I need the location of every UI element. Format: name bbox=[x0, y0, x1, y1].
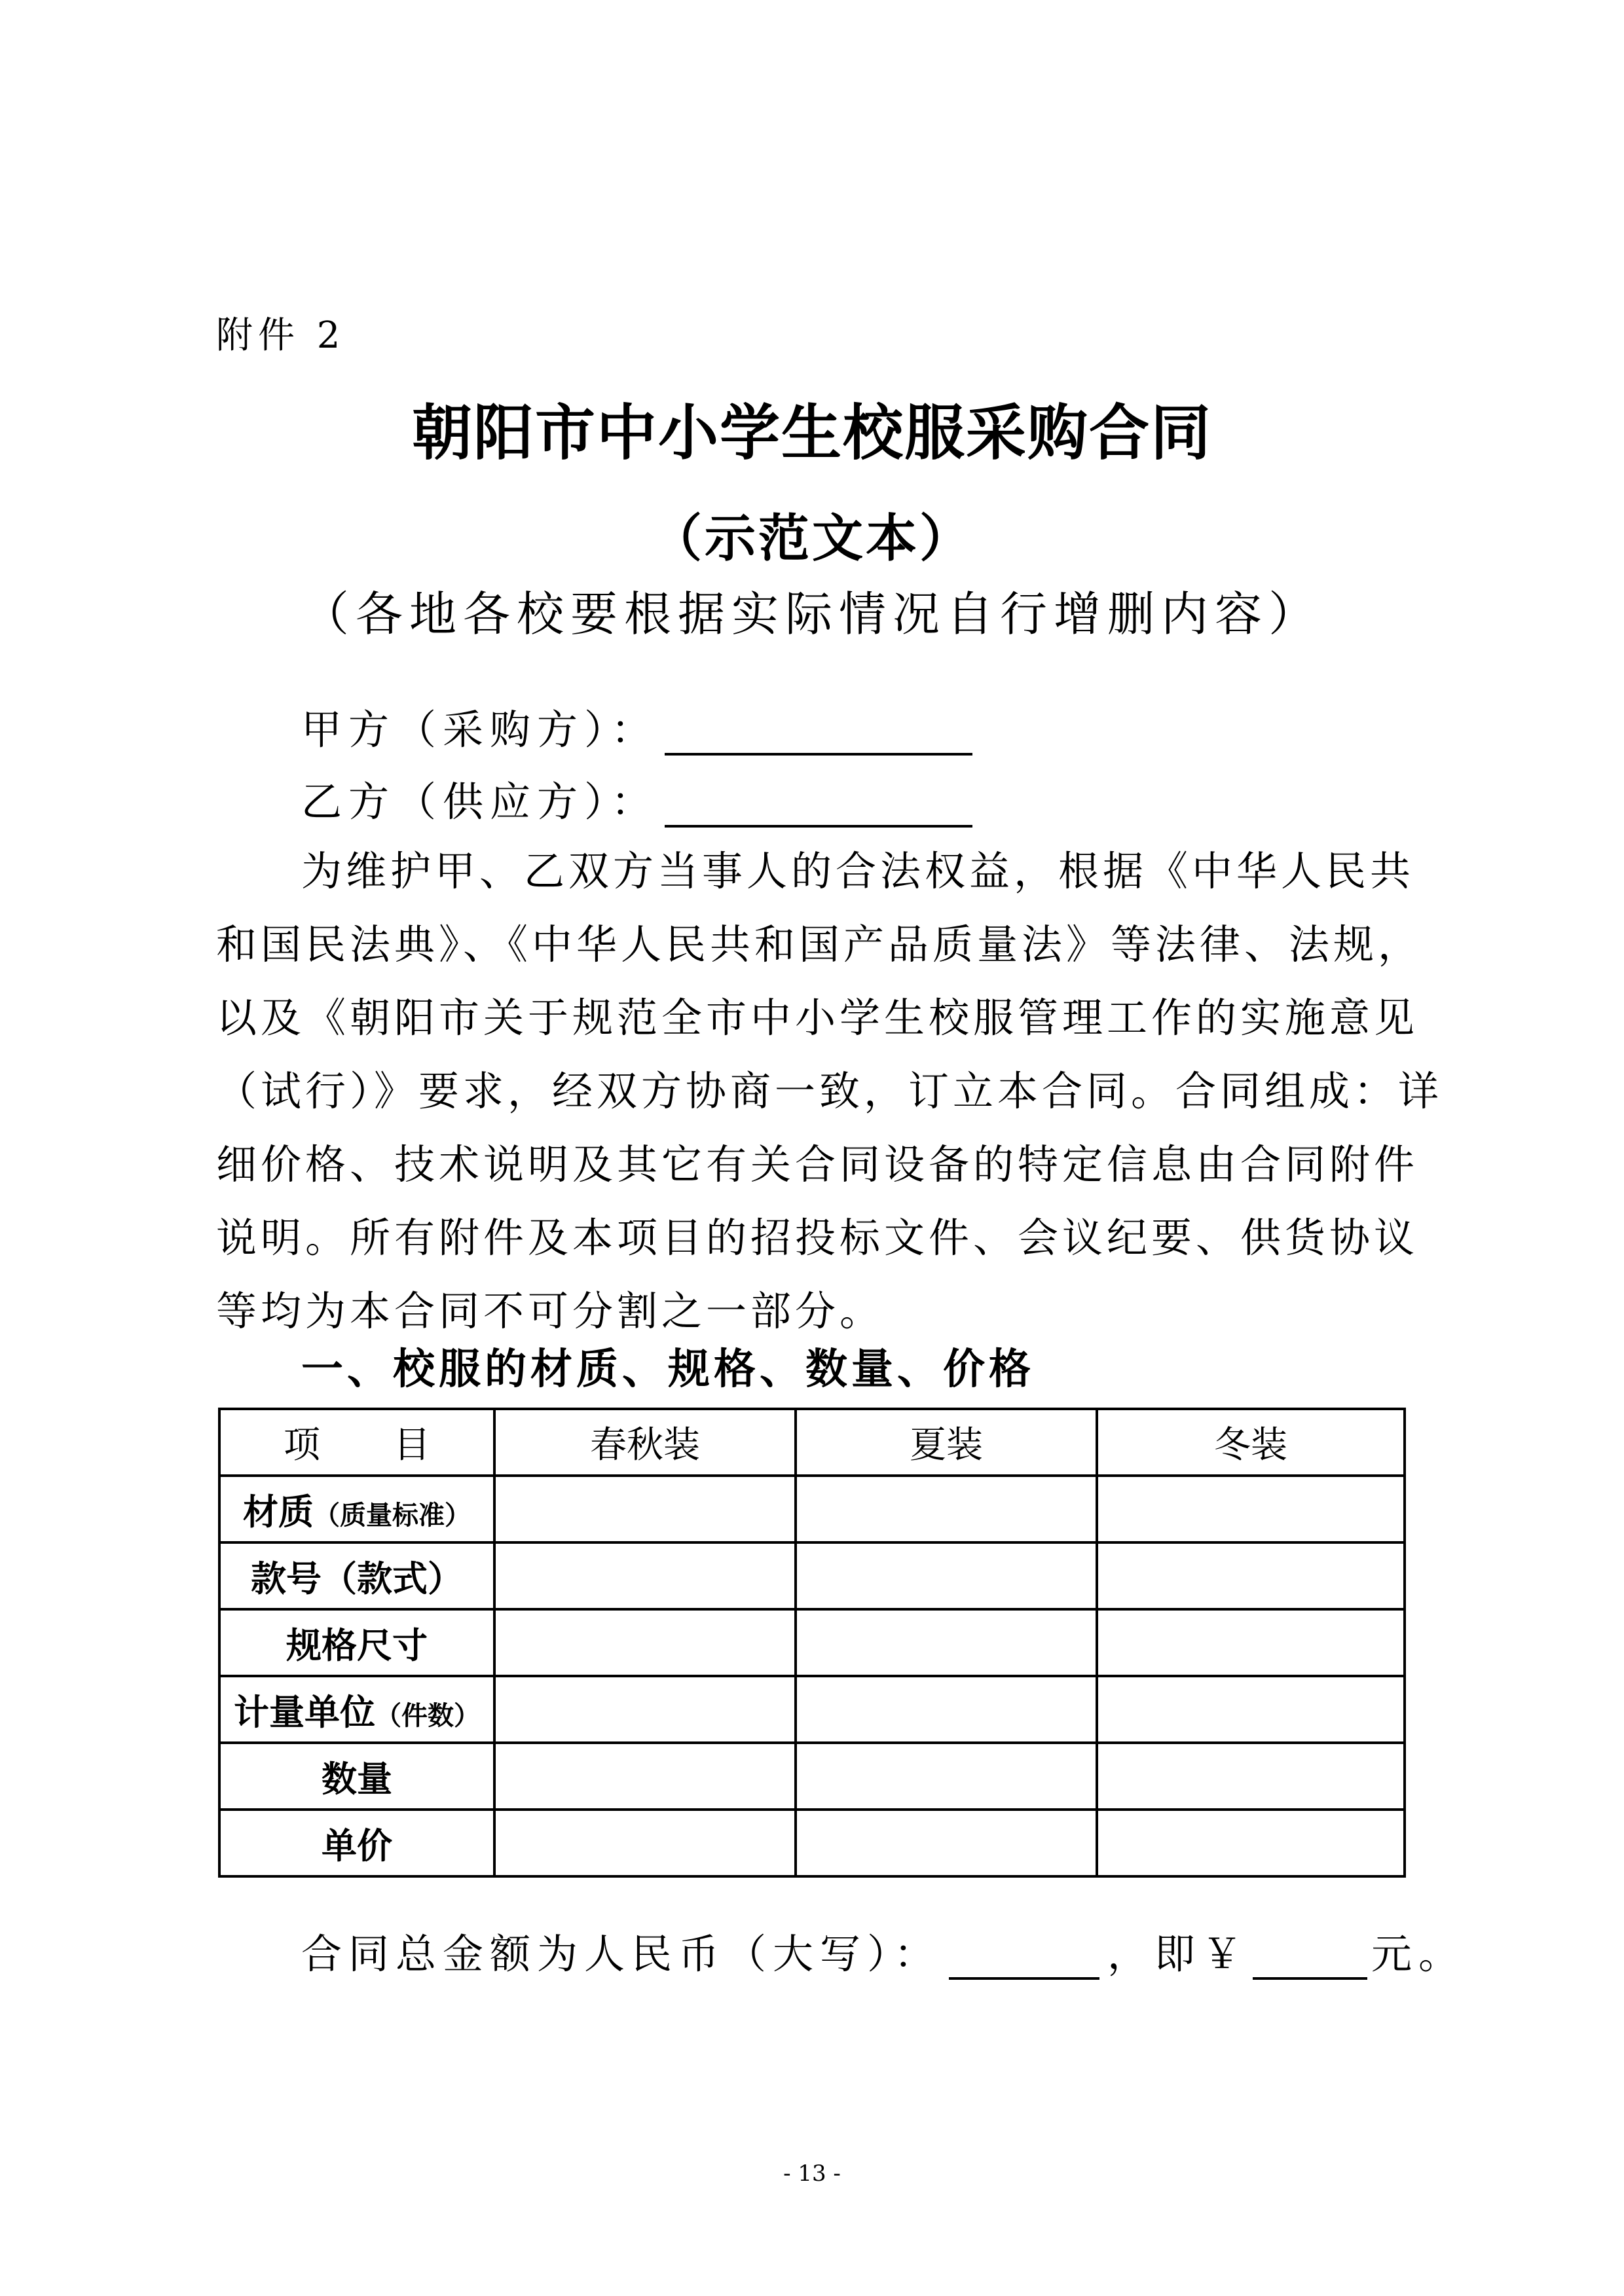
attachment-label: 附件 2 bbox=[216, 314, 346, 357]
table-cell bbox=[796, 1810, 1097, 1876]
table-cell bbox=[796, 1476, 1097, 1542]
table-row bbox=[219, 1743, 1405, 1810]
header-cell-summer: 夏装 bbox=[796, 1409, 1097, 1476]
table-cell bbox=[1097, 1476, 1405, 1542]
document-subtitle: （示范文本） bbox=[650, 509, 973, 568]
party-a-line bbox=[301, 697, 972, 756]
table-cell bbox=[1097, 1743, 1405, 1810]
party-b-blank bbox=[665, 784, 972, 828]
row-label: 材质 bbox=[243, 1491, 314, 1533]
table-row bbox=[219, 1676, 1405, 1743]
page-number: - 13 - bbox=[783, 2160, 841, 2187]
amount-number-blank bbox=[1253, 1938, 1367, 1980]
row-label-note: （质量标准） bbox=[314, 1500, 471, 1531]
party-a-label: 甲方（采购方）： bbox=[301, 706, 659, 754]
row-label: 规格尺寸 bbox=[286, 1624, 428, 1666]
specification-table bbox=[218, 1408, 1406, 1878]
table-cell bbox=[494, 1542, 796, 1609]
party-a-blank bbox=[665, 712, 972, 756]
row-header-size bbox=[219, 1609, 494, 1676]
table-cell bbox=[494, 1743, 796, 1810]
table-cell bbox=[1097, 1810, 1405, 1876]
row-header-style-number bbox=[219, 1542, 494, 1609]
row-label: 单价 bbox=[322, 1825, 392, 1867]
row-header-unit-price bbox=[219, 1810, 494, 1876]
row-header-unit bbox=[219, 1676, 494, 1743]
row-label: 款号（款式） bbox=[251, 1558, 463, 1599]
table-cell bbox=[494, 1476, 796, 1542]
row-header-quantity bbox=[219, 1743, 494, 1810]
table-row bbox=[219, 1476, 1405, 1542]
table-header-row bbox=[219, 1409, 1405, 1476]
table-cell bbox=[796, 1743, 1097, 1810]
amount-suffix: 元。 bbox=[1371, 1930, 1466, 1978]
document-title: 朝阳市中小学生校服采购合同 bbox=[411, 397, 1212, 468]
intro-paragraph: 为维护甲、乙双方当事人的合法权益，根据《中华人民共和国民法典》、《中华人民共和国产品质量法》等法律、法规，以及《朝阳市关于规范全市中小学生校服管理工作的实施意见（试行）》要求，经双方协商一致，订立本合同。合同组成：详细价格、技术说明及其它有关合同设备的特定信息由合同附件说明。所有附件及本项目的招投标文件、会议纪要、供货协议等均为本合同不可分割之一部分。 bbox=[216, 847, 1443, 1335]
table-cell bbox=[494, 1609, 796, 1676]
row-label: 数量 bbox=[322, 1758, 392, 1800]
table-cell bbox=[494, 1676, 796, 1743]
table-cell bbox=[796, 1542, 1097, 1609]
table-cell bbox=[1097, 1609, 1405, 1676]
header-cell-winter: 冬装 bbox=[1097, 1409, 1405, 1476]
amount-middle: ，即￥ bbox=[1107, 1930, 1249, 1978]
total-amount-line bbox=[301, 1922, 1466, 1980]
table-row bbox=[219, 1609, 1405, 1676]
header-cell-item: 项 目 bbox=[219, 1409, 494, 1476]
header-cell-spring-autumn: 春秋装 bbox=[494, 1409, 796, 1476]
row-label: 计量单位 bbox=[234, 1691, 375, 1733]
table-row bbox=[219, 1542, 1405, 1609]
section-heading: 一、校服的材质、规格、数量、价格 bbox=[301, 1345, 1035, 1394]
row-header-material bbox=[219, 1476, 494, 1542]
party-b-line bbox=[301, 769, 972, 828]
amount-words-blank bbox=[949, 1938, 1099, 1980]
table-row bbox=[219, 1810, 1405, 1876]
party-b-label: 乙方（供应方）： bbox=[301, 778, 659, 826]
table-cell bbox=[796, 1676, 1097, 1743]
table-cell bbox=[1097, 1676, 1405, 1743]
document-note: （各地各校要根据实际情况自行增删内容） bbox=[301, 587, 1322, 642]
table-cell bbox=[796, 1609, 1097, 1676]
table-cell bbox=[1097, 1542, 1405, 1609]
row-label-note: （件数） bbox=[375, 1700, 480, 1731]
table-cell bbox=[494, 1810, 796, 1876]
amount-prefix: 合同总金额为人民币（大写）： bbox=[301, 1930, 942, 1978]
